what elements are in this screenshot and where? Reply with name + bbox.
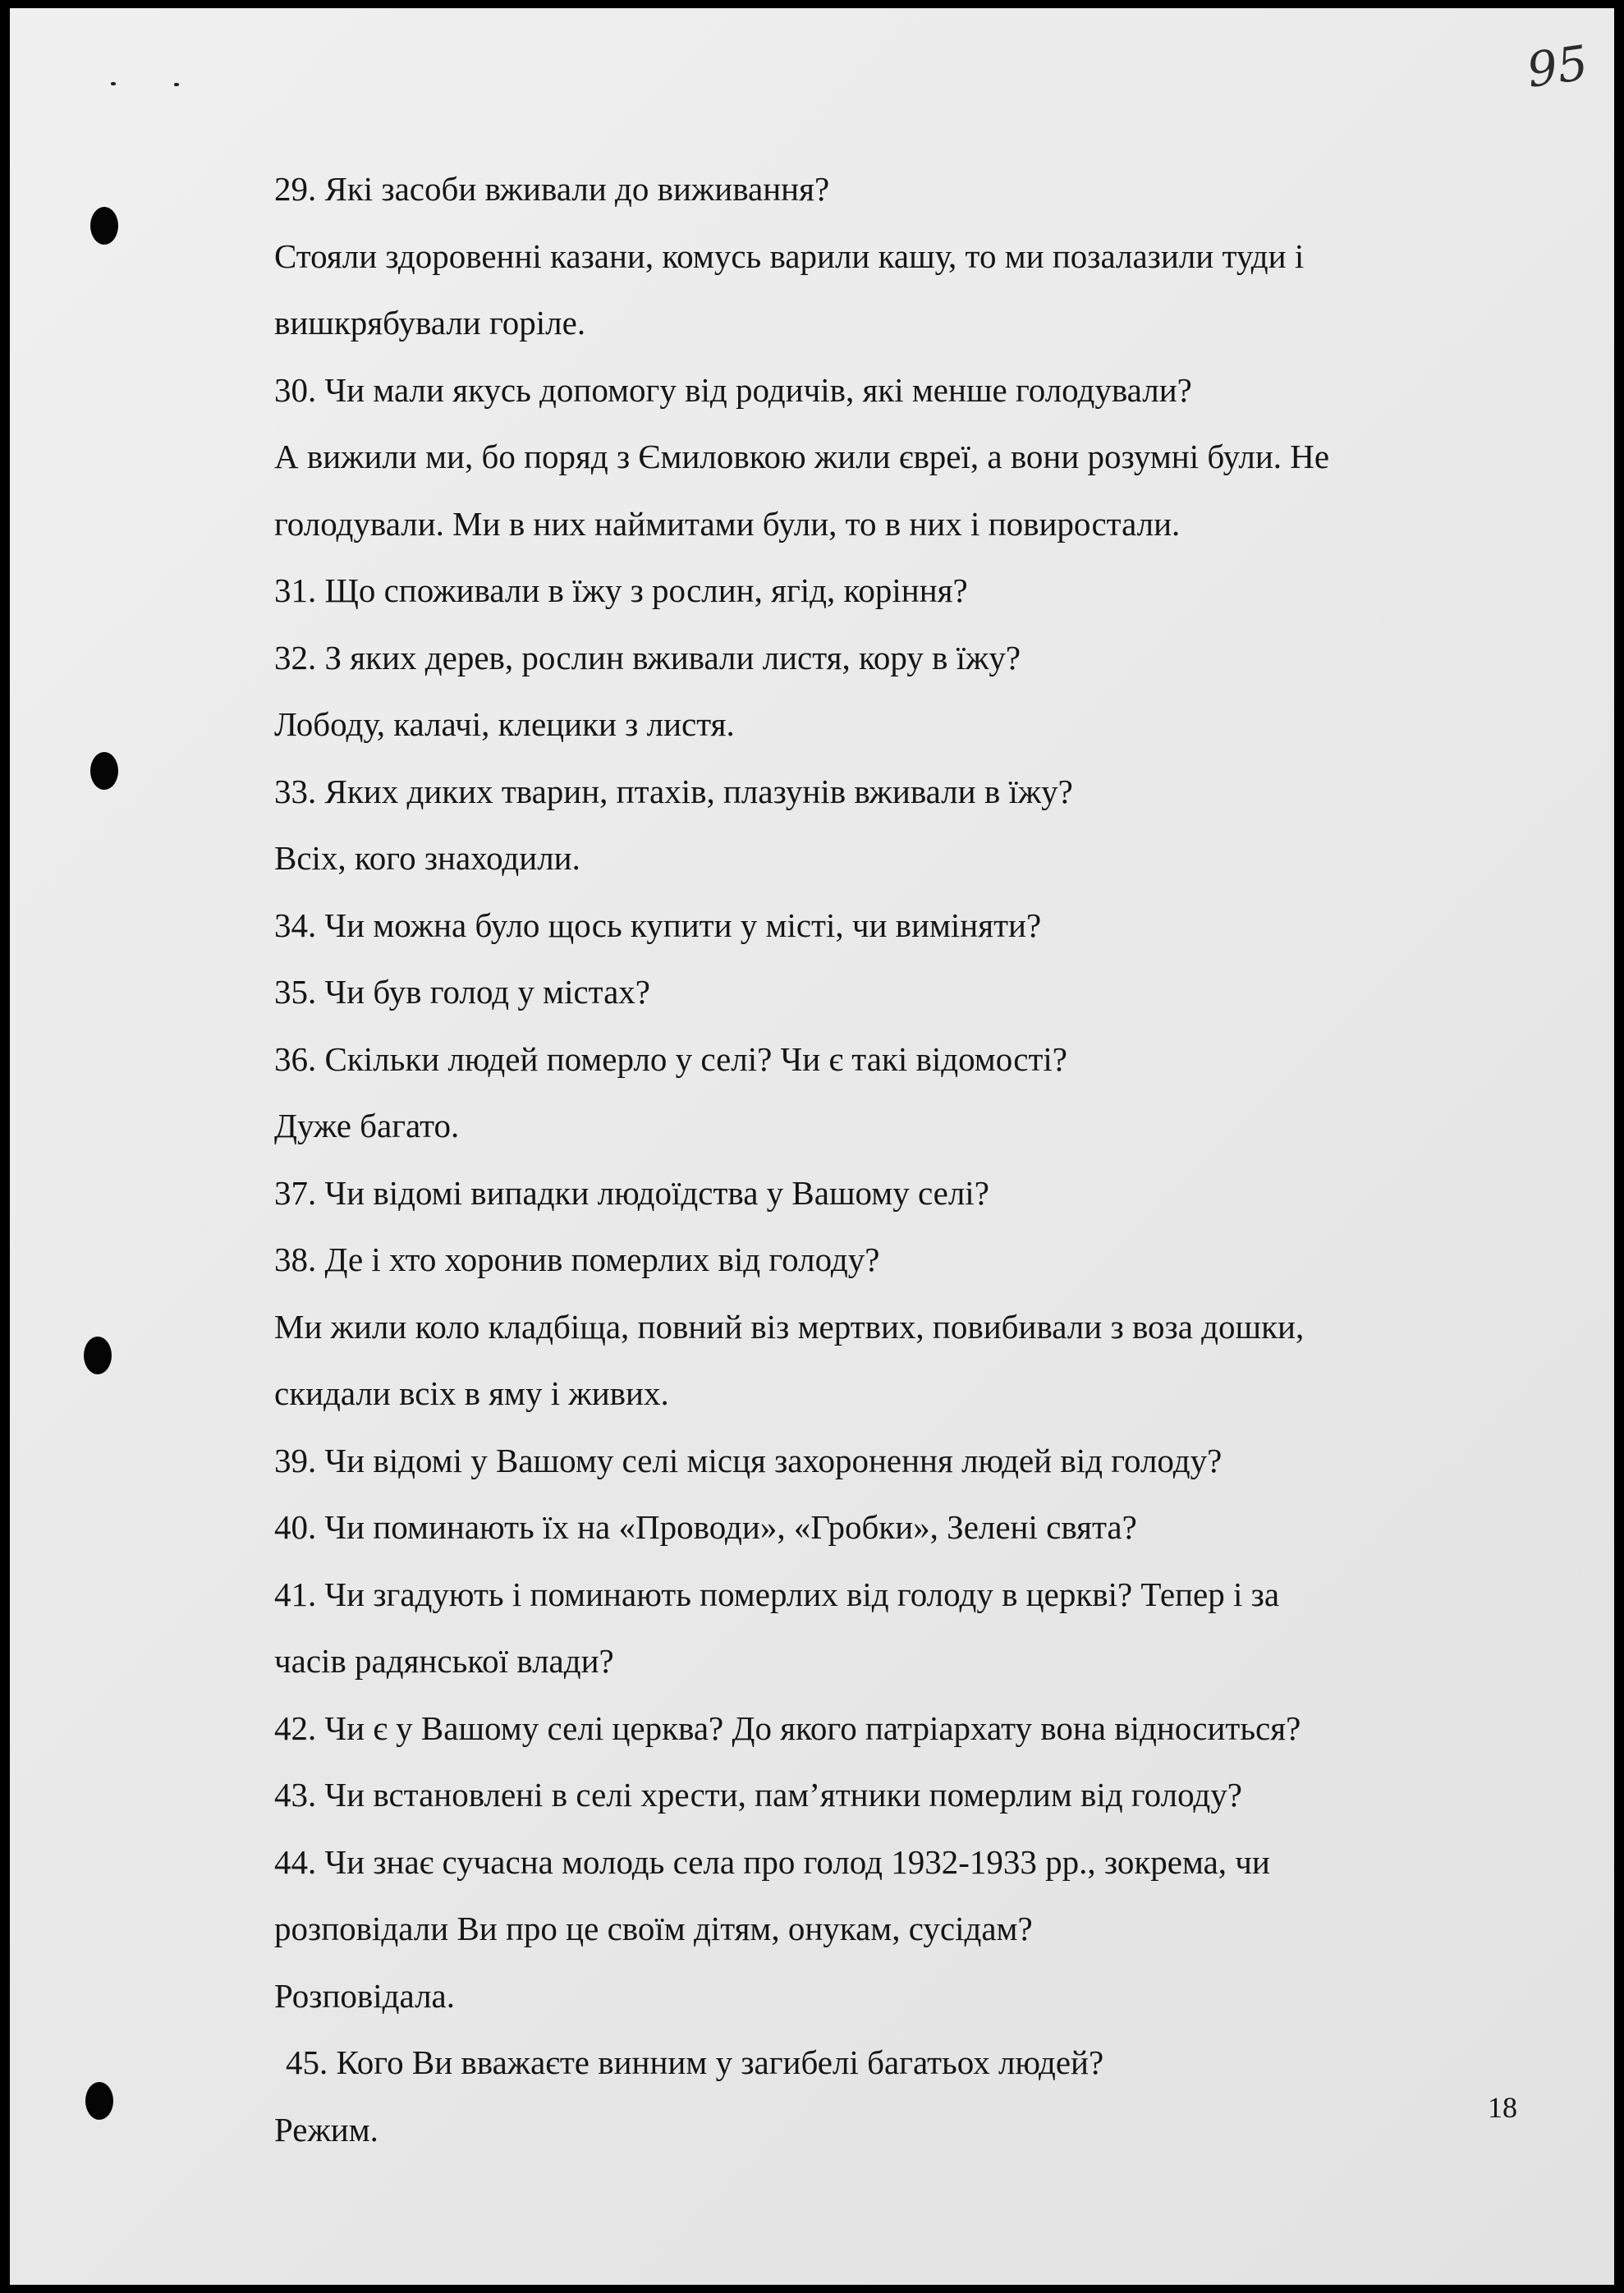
text-line: 45. Кого Ви вважаєте винним у загибелі багатьох людей?	[286, 2043, 1104, 2081]
archive-page-number: 95	[1523, 34, 1592, 99]
scan-mark	[174, 83, 179, 86]
document-page	[10, 8, 1614, 2285]
text-line: Ми жили коло кладбіща, повний віз мертвих, повибивали з воза дошки,	[274, 1307, 1305, 1346]
text-line: 30. Чи мали якусь допомогу від родичів, які менше голодували?	[274, 370, 1192, 409]
text-line: Розповідала.	[274, 1976, 455, 2015]
text-line: 29. Які засоби вживали до виживання?	[274, 170, 830, 208]
text-line: 39. Чи відомі у Вашому селі місця захоронення людей від голоду?	[274, 1441, 1223, 1479]
text-line: 33. Яких диких тварин, птахів, плазунів вживали в їжу?	[274, 772, 1073, 810]
interview-text	[274, 156, 1555, 2163]
text-line: розповідали Ви про це своїм дітям, онукам, сусідам?	[274, 1910, 1033, 1947]
text-line: Стояли здоровенні казани, комусь варили кашу, то ми позалазили туди і	[274, 236, 1305, 275]
text-line: 44. Чи знає сучасна молодь села про голод 1932-1933 рр., зокрема, чи	[274, 1842, 1270, 1881]
punch-hole	[90, 752, 118, 790]
punch-hole	[85, 2082, 113, 2120]
text-line: 38. Де і хто хоронив померлих від голоду?	[274, 1241, 880, 1278]
text-line: Дуже багато.	[274, 1107, 460, 1144]
text-line: А вижили ми, бо поряд з Ємиловкою жили євреї, а вони розумні були. Не	[274, 438, 1330, 475]
text-line: вишкрябували горіле.	[274, 304, 586, 342]
text-line: 31. Що споживали в їжу з рослин, ягід, коріння?	[274, 571, 968, 609]
text-line: 37. Чи відомі випадки людоїдства у Вашому селі?	[274, 1173, 989, 1212]
text-line: 36. Скільки людей померло у селі? Чи є такі відомості?	[274, 1039, 1067, 1078]
text-line: 35. Чи був голод у містах?	[274, 973, 650, 1011]
text-line: 42. Чи є у Вашому селі церква? До якого патріархату вона відноситься?	[274, 1708, 1301, 1747]
text-line: Всіх, кого знаходили.	[274, 839, 580, 877]
text-line: часів радянської влади?	[274, 1642, 614, 1680]
text-line: Лободу, калачі, клецики з листя.	[274, 705, 735, 743]
text-line: голодували. Ми в них наймитами були, то в них і повиростали.	[274, 504, 1181, 543]
text-line: скидали всіх в яму і живих.	[274, 1374, 669, 1412]
text-line: 34. Чи можна було щось купити у місті, чи виміняти?	[274, 906, 1042, 944]
page-number: 18	[1488, 2091, 1517, 2124]
text-line: 43. Чи встановлені в селі хрести, пам’ятники померлим від голоду?	[274, 1776, 1242, 1814]
punch-hole	[84, 1337, 112, 1374]
text-line: Режим.	[274, 2110, 378, 2149]
punch-hole	[90, 207, 118, 245]
text-line: 32. З яких дерев, рослин вживали листя, кору в їжу?	[274, 638, 1021, 676]
text-line: 41. Чи згадують і поминають померлих від голоду в церкві? Тепер і за	[274, 1575, 1280, 1613]
scan-mark	[111, 82, 116, 85]
text-line: 40. Чи поминають їх на «Проводи», «Гробки», Зелені свята?	[274, 1508, 1137, 1546]
